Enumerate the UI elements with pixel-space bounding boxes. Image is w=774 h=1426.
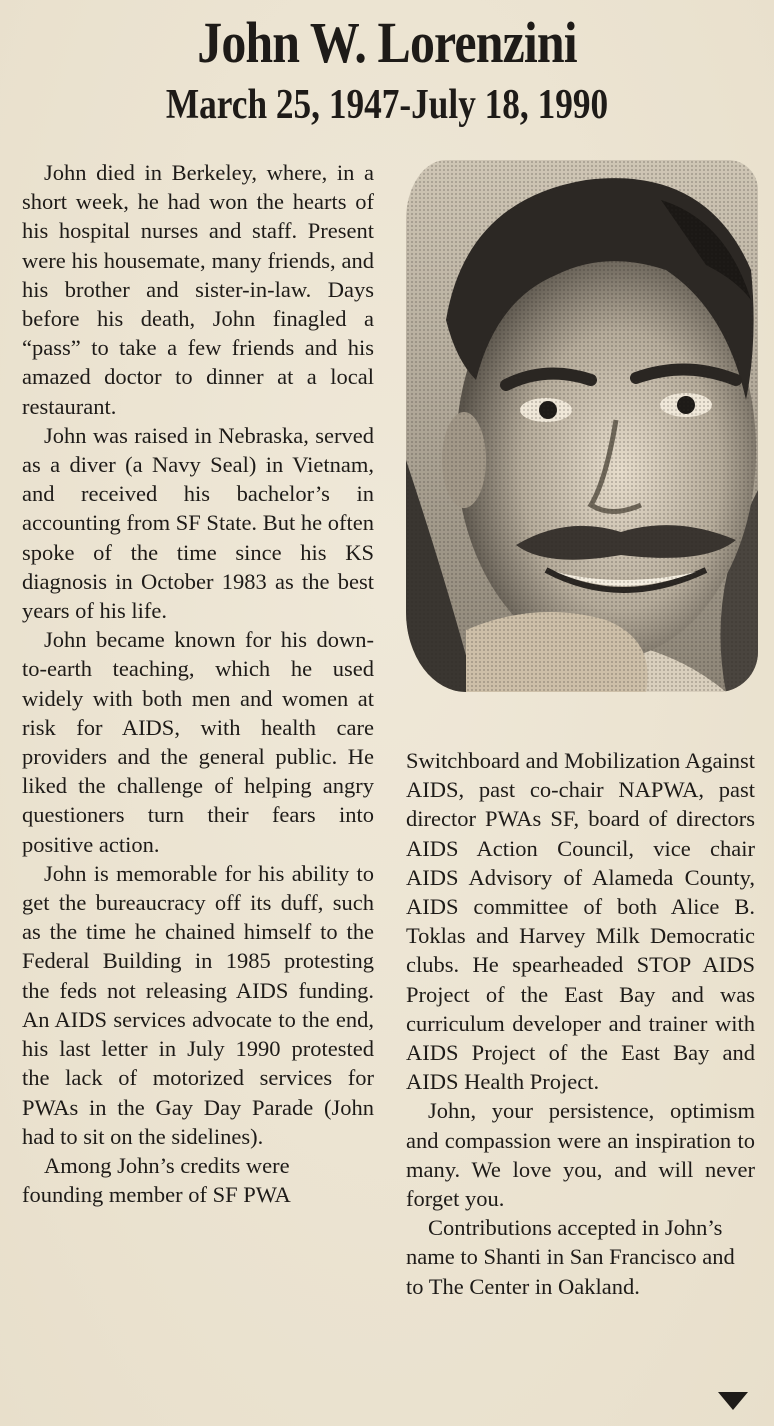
end-of-story-triangle-icon [718, 1392, 748, 1410]
obituary-name: John W. Lorenzini [197, 10, 577, 75]
paragraph-activism: John is memorable for his ability to get the bureaucracy off its duff, such as the time he chained himself to the Federal Building in 1985 protesting the feds not releasing AIDS funding. An AIDS services advocate to the end, his last letter in July 1990 protested the lack of motorized services for PWAs in the Gay Day Parade (John had to sit on the sidelines). [22, 860, 374, 1149]
paragraph-contributions: Contributions accepted in John’s name to Shanti in San Francisco and to The Center in Oakland. [406, 1215, 735, 1299]
right-column [406, 746, 755, 1301]
portrait-photo [406, 160, 758, 692]
paragraph-credits-start: Among John’s credits were founding member of SF PWA [22, 1152, 291, 1208]
obituary-dates: March 25, 1947-July 18, 1990 [165, 82, 609, 128]
left-column [22, 158, 374, 1209]
paragraph-background: John was raised in Nebraska, served as a diver (a Navy Seal) in Vietnam, and received his bachelor’s in accounting from SF State. But he often spoke of the time since his KS diagnosis in October 1983 as the best years of his life. [22, 422, 374, 624]
paragraph-death: John died in Berkeley, where, in a short week, he had won the hearts of his hospital nurses and staff. Present were his housemate, many friends, and his brother and sister-in-law. Days before his death, John finagled a “pass” to take a few friends and his amazed doctor to dinner at a local restaurant. [22, 160, 374, 419]
portrait-illustration [406, 160, 758, 692]
paragraph-credits-continued: Switchboard and Mobilization Against AIDS, past co-chair NAPWA, past director PWAs SF, board of directors AIDS Action Council, vice chair AIDS Advisory of Alameda County, AIDS committee of both Alice B. Toklas and Harvey Milk Democratic clubs. He spearheaded STOP AIDS Project of the East Bay and was curriculum developer and trainer with AIDS Project of the East Bay and AIDS Health Project. [406, 748, 755, 1095]
paragraph-teaching: John became known for his down-to-earth teaching, which he used widely with both men and women at risk for AIDS, with health care providers and the general public. He liked the challenge of helping angry questioners turn their fears into positive action. [22, 627, 374, 857]
paragraph-tribute: John, your persistence, optimism and compassion were an inspiration to many. We love you, and will never forget you. [406, 1098, 755, 1212]
